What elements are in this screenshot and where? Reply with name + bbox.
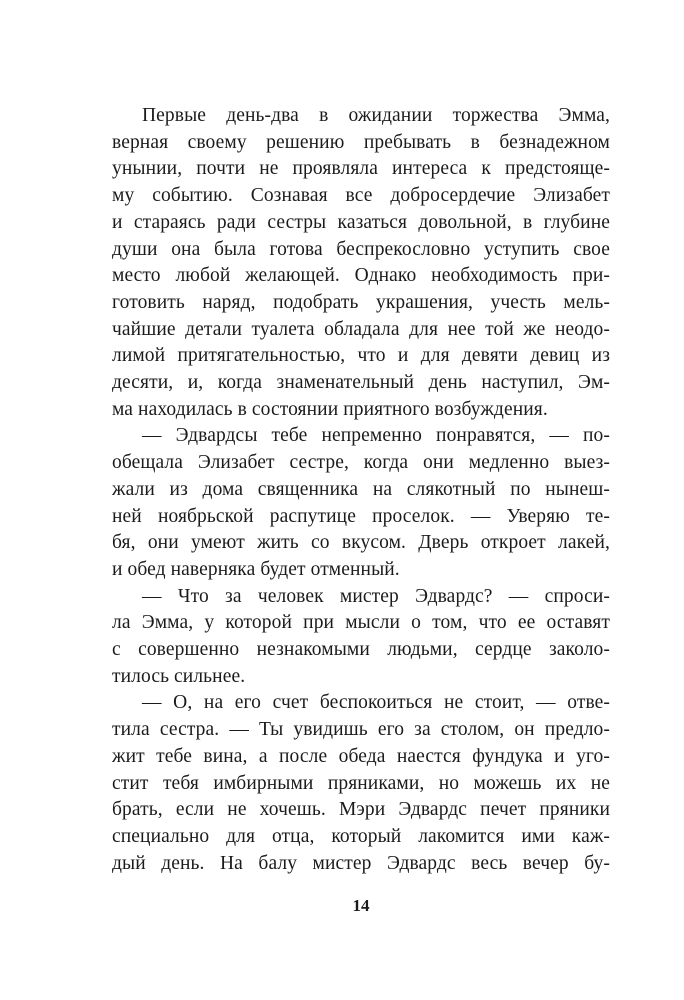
text-line: ней ноябрьской распутице проселок. — Уверяю те- (112, 505, 610, 527)
text-line: с совершенно незнакомыми людьми, сердце заколо- (112, 639, 610, 661)
text-line: верная своему решению пребывать в безнадежном (112, 131, 610, 153)
text-line: и обед наверняка будет отменный. (112, 558, 400, 580)
text-line: жали из дома священника на слякотный по нынеш- (112, 478, 610, 500)
text-line: тилось сильнее. (112, 665, 246, 687)
text-line: жит тебе вина, а после обеда наестся фундука и уго- (112, 745, 610, 767)
text-line: десяти, и, когда знаменательный день наступил, Эм- (112, 372, 610, 394)
text-line: унынии, почти не проявляла интереса к предстояще- (112, 158, 610, 180)
text-line: тила сестра. — Ты увидишь его за столом, он предло- (112, 719, 610, 741)
text-line: чайшие детали туалета обладала для нее той же неодо- (112, 318, 610, 340)
text-line: брать, если не хочешь. Мэри Эдвардс печет пряники (112, 799, 610, 821)
text-line: — О, на его счет беспокоиться не стоит, — отве- (142, 692, 610, 714)
text-line: — Эдвардсы тебе непременно понравятся, — по- (142, 425, 610, 447)
text-block (112, 103, 610, 877)
text-line: души она была готова беспрекословно уступить свое (112, 238, 610, 260)
text-line: стит тебя имбирными пряниками, но можешь их не (112, 772, 610, 794)
text-line: дый день. На балу мистер Эдвардс весь вечер бу- (112, 852, 610, 874)
text-line: лимой притягательностью, что и для девяти девиц из (112, 345, 610, 367)
text-line: готовить наряд, подобрать украшения, учесть мель- (112, 291, 610, 313)
text-line: и стараясь ради сестры казаться довольной, в глубине (112, 211, 610, 233)
page-number: 14 (352, 896, 370, 915)
text-line: — Что за человек мистер Эдвардс? — спроси- (142, 585, 610, 607)
text-line: бя, они умеют жить со вкусом. Дверь откроет лакей, (112, 532, 610, 554)
text-line: Первые день-два в ожидании торжества Эмма, (142, 105, 610, 126)
text-line: му событию. Сознавая все добросердечие Элизабет (112, 185, 610, 207)
text-line: обещала Элизабет сестре, когда они медленно выез- (112, 452, 610, 474)
text-line: специально для отца, который лакомится ими каж- (112, 825, 610, 847)
text-line: место любой желающей. Однако необходимость при- (112, 265, 610, 287)
text-line: ла Эмма, у которой при мысли о том, что ее оставят (112, 612, 610, 634)
text-line: ма находилась в состоянии приятного возбуждения. (112, 398, 548, 420)
